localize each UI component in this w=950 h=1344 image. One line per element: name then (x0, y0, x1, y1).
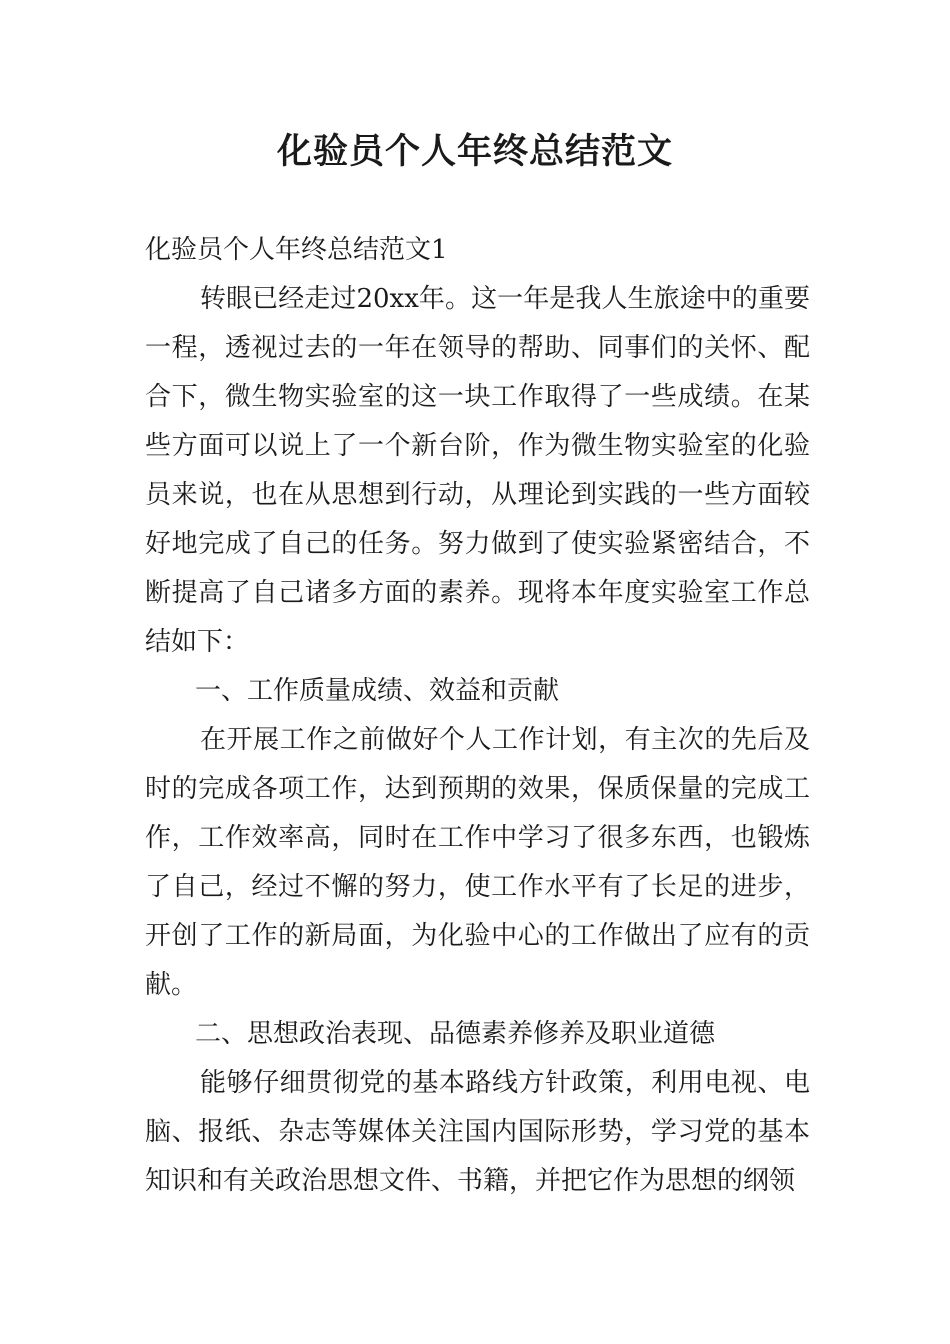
section-heading-1: 一、工作质量成绩、效益和贡献 (195, 676, 560, 706)
section-heading-2: 二、思想政治表现、品德素养修养及职业道德 (195, 1019, 716, 1049)
paragraph-intro: 转眼已经走过20xx年。这一年是我人生旅途中的重要一程，透视过去的一年在领导的帮助、同事们的关怀、配合下，微生物实验室的这一块工作取得了一些成绩。在某些方面可以说上了一个新台阶，作为微生物实验室的化验员来说，也在从思想到行动，从理论到实践的一些方面较好地完成了自己的任务。努力做到了使实验紧密结合，不断提高了自己诸多方面的素养。现将本年度实验室工作总结如下： (145, 284, 810, 657)
document-title: 化验员个人年终总结范文 (276, 132, 673, 172)
document-subtitle: 化验员个人年终总结范文1 (145, 235, 448, 265)
paragraph-section-1: 在开展工作之前做好个人工作计划，有主次的先后及时的完成各项工作，达到预期的效果，保质保量的完成工作，工作效率高，同时在工作中学习了很多东西，也锻炼了自己，经过不懈的努力，使工作水平有了长足的进步，开创了工作的新局面，为化验中心的工作做出了应有的贡献。 (145, 725, 810, 1000)
document-body (145, 226, 810, 1206)
paragraph-section-2: 能够仔细贯彻党的基本路线方针政策，利用电视、电脑、报纸、杂志等媒体关注国内国际形势，学习党的基本知识和有关政治思想文件、书籍，并把它作为思想的纲领 (145, 1068, 810, 1196)
